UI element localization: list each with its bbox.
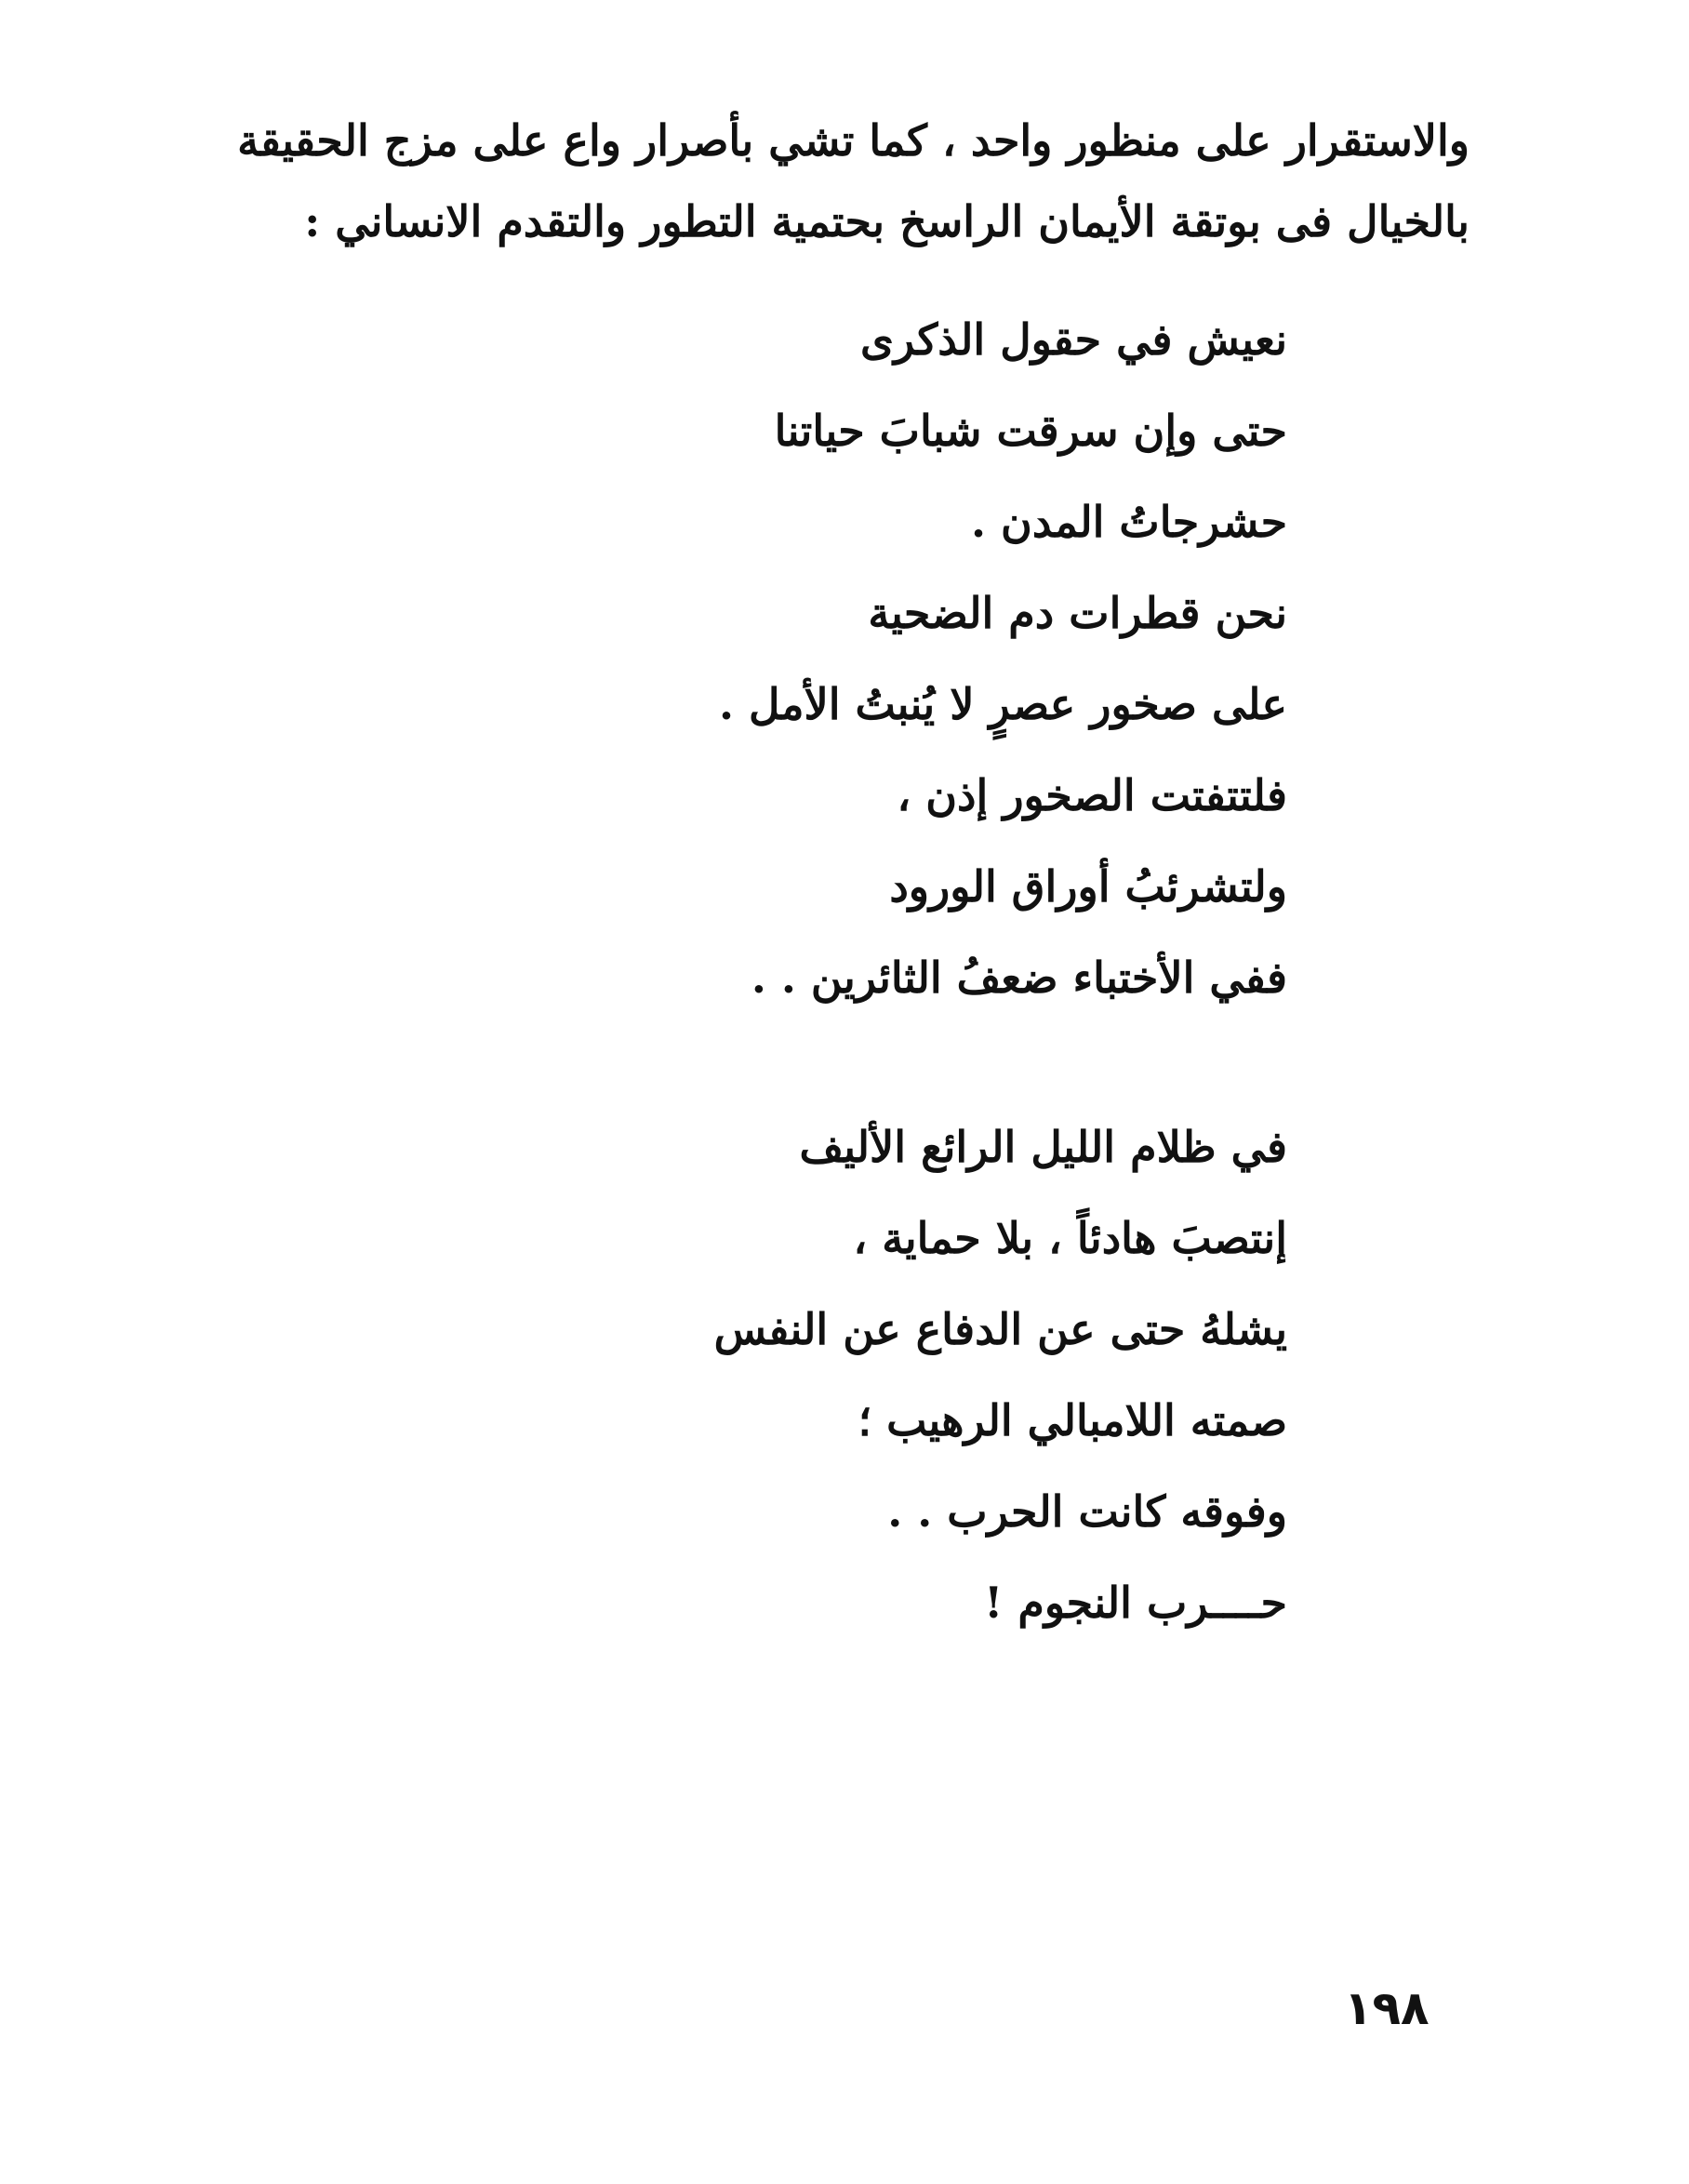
poem-line: حــــرب النجوم ! — [984, 1578, 1287, 1628]
poem-line: حتى وإن سرقت شبابَ حياتنا — [774, 406, 1287, 456]
poem-line: فلتتفتت الصخور إذن ، — [897, 770, 1287, 820]
poem-line: على صخور عصرٍ لا يُنبتُ الأمل . — [718, 679, 1287, 729]
poem-line: يشلهُ حتى عن الدفاع عن النفس — [713, 1304, 1287, 1354]
poem-line: ففي الأختباء ضعفُ الثائرين . . — [751, 952, 1287, 1003]
poem-line: نعيش في حقول الذكرى — [859, 314, 1287, 365]
poem-line: حشرجاتُ المدن . — [971, 497, 1287, 547]
poem-line: صمته اللامبالي الرهيب ؛ — [858, 1395, 1287, 1445]
intro-line-2: بالخيال فى بوتقة الأيمان الراسخ بحتمية التطور والتقدم الانساني : — [304, 196, 1470, 246]
poem-line: إنتصبَ هادئاً ، بلا حماية ، — [853, 1213, 1287, 1263]
poem-line: نحن قطرات دم الضحية — [868, 588, 1287, 638]
page-number: ١٩٨ — [1344, 1981, 1430, 2035]
poem-line: في ظلام الليل الرائع الأليف — [799, 1122, 1287, 1172]
poem-line: ولتشرئبُ أوراق الورود — [889, 861, 1287, 912]
poem-line: وفوقه كانت الحرب . . — [887, 1486, 1287, 1537]
intro-line-1: والاستقرار على منظور واحد ، كما تشي بأصرار واع على مزج الحقيقة — [237, 115, 1470, 166]
